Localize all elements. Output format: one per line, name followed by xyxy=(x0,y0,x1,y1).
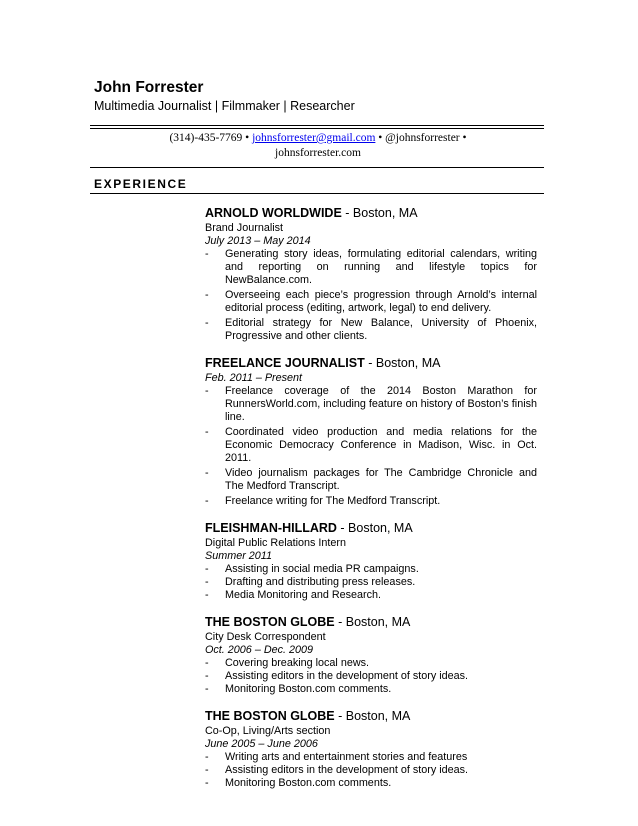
job-bullet: - Drafting and distributing press releases. xyxy=(205,576,416,588)
job-bullet-text: Drafting and distributing press releases. xyxy=(225,576,416,588)
job-bullet-text: Video journalism packages for The Cambridge Chronicle and The Medford Transcript. xyxy=(225,467,537,492)
job-bullet-text: Assisting editors in the development of story ideas. xyxy=(225,764,469,776)
job-location: - Boston, MA xyxy=(338,615,411,629)
job-role: City Desk Correspondent xyxy=(205,631,326,643)
job-bullet: - Generating story ideas, formulating editorial calendars, writing and reporting on running and lifestyle topics for NewBalance.com. xyxy=(205,248,537,286)
job-heading xyxy=(205,520,537,536)
job-organization: FLEISHMAN-HILLARD xyxy=(205,521,337,535)
job-bullets xyxy=(205,657,537,696)
job-bullets xyxy=(205,248,537,343)
job-bullet-text: Freelance coverage of the 2014 Boston Marathon for RunnersWorld.com, including feature on history of Boston’s finish line. xyxy=(225,385,537,423)
job-bullet-text: Editorial strategy for New Balance, University of Phoenix, Progressive and other clients. xyxy=(225,317,537,342)
job-dates: Summer 2011 xyxy=(205,550,273,562)
job-heading xyxy=(205,708,537,724)
job-bullet-text: Monitoring Boston.com comments. xyxy=(225,683,392,695)
job-bullet: - Writing arts and entertainment stories and features xyxy=(205,751,468,763)
contact-handle: @johnsforrester xyxy=(385,132,460,144)
job-entry xyxy=(205,708,537,790)
job-location: - Boston, MA xyxy=(368,356,441,370)
job-entry xyxy=(205,355,537,508)
job-bullets xyxy=(205,385,537,508)
job-bullets xyxy=(205,751,537,790)
contact-phone: (314)-435-7769 xyxy=(169,132,243,144)
job-bullet: - Assisting editors in the development of story ideas. xyxy=(205,670,469,682)
job-bullet: - Covering breaking local news. xyxy=(205,657,370,669)
job-bullets xyxy=(205,563,537,602)
job-entry xyxy=(205,520,537,602)
resume-subtitle: Multimedia Journalist | Filmmaker | Researcher xyxy=(94,99,355,113)
job-bullet-text: Assisting editors in the development of story ideas. xyxy=(225,670,469,682)
contact-email-link[interactable]: johnsforrester@gmail.com xyxy=(252,132,376,144)
job-bullet-text: Coordinated video production and media relations for the Economic Democracy Conference in Madison, Wisc. in Oct. 2011. xyxy=(225,426,537,464)
job-bullet: - Overseeing each piece’s progression through Arnold’s internal editorial process (editing, artwork, legal) to end delivery. xyxy=(205,289,537,314)
job-heading xyxy=(205,614,537,630)
job-dates: Oct. 2006 – Dec. 2009 xyxy=(205,644,314,656)
job-dates: Feb. 2011 – Present xyxy=(205,372,303,384)
job-bullet: - Monitoring Boston.com comments. xyxy=(205,683,392,695)
job-entry xyxy=(205,614,537,696)
contact-line xyxy=(100,131,536,161)
job-role: Digital Public Relations Intern xyxy=(205,537,347,549)
contact-website: johnsforrester.com xyxy=(275,147,361,159)
contact-rule xyxy=(90,167,544,168)
section-rule xyxy=(90,193,544,194)
job-role: Brand Journalist xyxy=(205,222,284,234)
job-bullet: - Assisting in social media PR campaigns. xyxy=(205,563,419,575)
job-organization: ARNOLD WORLDWIDE xyxy=(205,206,342,220)
job-bullet: - Editorial strategy for New Balance, University of Phoenix, Progressive and other clients. xyxy=(205,317,537,342)
job-entry xyxy=(205,205,537,343)
header-rule-bottom xyxy=(90,128,544,129)
job-location: - Boston, MA xyxy=(340,521,413,535)
job-bullet: - Freelance writing for The Medford Transcript. xyxy=(205,495,441,507)
job-bullet: - Coordinated video production and media relations for the Economic Democracy Conference in Madison, Wisc. in Oct. 2011. xyxy=(205,426,537,464)
job-heading xyxy=(205,355,537,371)
job-dates: June 2005 – June 2006 xyxy=(205,738,318,750)
job-organization: FREELANCE JOURNALIST xyxy=(205,356,365,370)
bullet-separator: • xyxy=(378,132,383,144)
job-role: Co-Op, Living/Arts section xyxy=(205,725,331,737)
job-bullet: - Freelance coverage of the 2014 Boston Marathon for RunnersWorld.com, including feature on history of Boston’s finish line. xyxy=(205,385,537,423)
resume-name: John Forrester xyxy=(94,79,204,96)
job-bullet: - Video journalism packages for The Cambridge Chronicle and The Medford Transcript. xyxy=(205,467,537,492)
job-organization: THE BOSTON GLOBE xyxy=(205,615,335,629)
header-rule-top xyxy=(90,125,544,126)
job-bullet-text: Overseeing each piece’s progression through Arnold’s internal editorial process (editing, artwork, legal) to end delivery. xyxy=(225,289,537,314)
bullet-separator: • xyxy=(462,132,467,144)
job-bullet-text: Covering breaking local news. xyxy=(225,657,370,669)
jobs-list xyxy=(205,205,537,802)
job-bullet-text: Generating story ideas, formulating editorial calendars, writing and reporting on running and lifestyle topics for NewBalance.com. xyxy=(225,248,537,286)
job-bullet-text: Media Monitoring and Research. xyxy=(225,589,382,601)
job-bullet-text: Assisting in social media PR campaigns. xyxy=(225,563,419,575)
job-heading xyxy=(205,205,537,221)
job-bullet-text: Monitoring Boston.com comments. xyxy=(225,777,392,789)
job-bullet: - Monitoring Boston.com comments. xyxy=(205,777,392,789)
section-title-experience: EXPERIENCE xyxy=(94,177,188,191)
job-organization: THE BOSTON GLOBE xyxy=(205,709,335,723)
bullet-separator: • xyxy=(245,132,250,144)
job-bullet: - Media Monitoring and Research. xyxy=(205,589,382,601)
job-bullet: - Assisting editors in the development of story ideas. xyxy=(205,764,469,776)
job-bullet-text: Freelance writing for The Medford Transcript. xyxy=(225,495,441,507)
job-location: - Boston, MA xyxy=(345,206,418,220)
job-location: - Boston, MA xyxy=(338,709,411,723)
job-bullet-text: Writing arts and entertainment stories and features xyxy=(225,751,468,763)
job-dates: July 2013 – May 2014 xyxy=(205,235,311,247)
